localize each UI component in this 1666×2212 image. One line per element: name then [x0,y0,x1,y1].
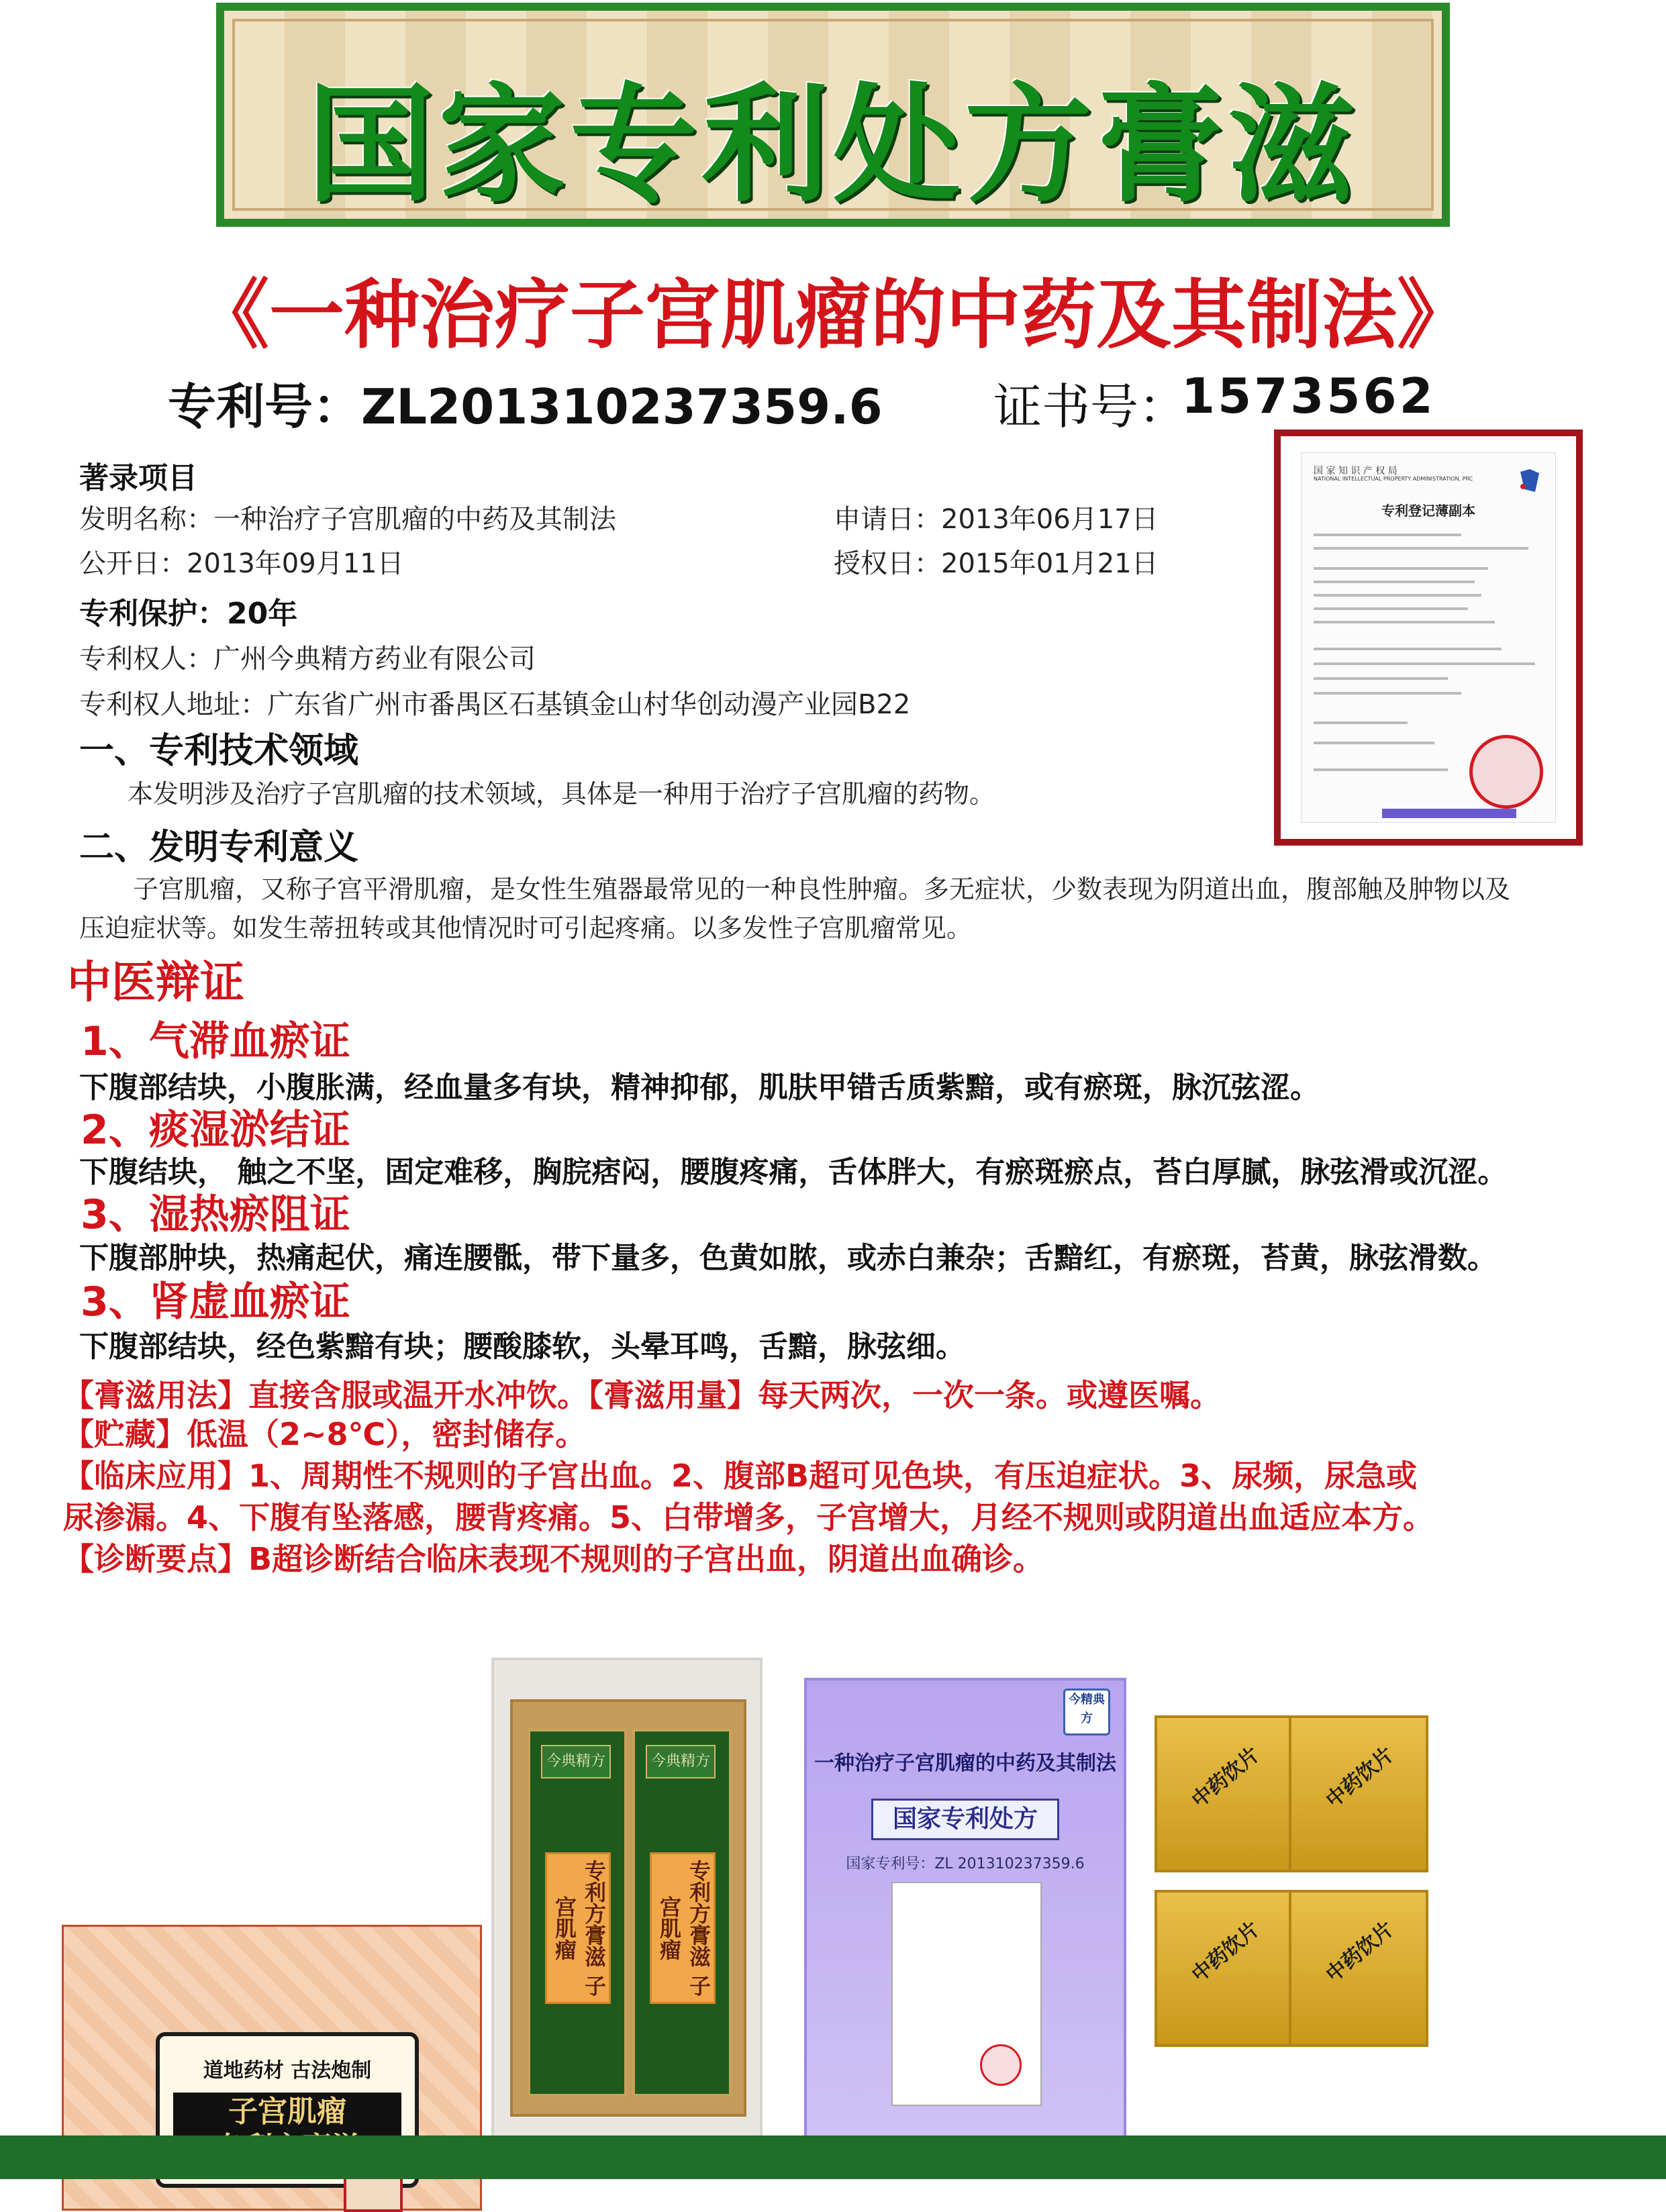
bag-certificate-print [891,1882,1042,2106]
stick-label: 专利方膏滋 子宫肌瘤 [650,1852,716,2004]
syndrome-title: 3、肾虚血瘀证 [81,1278,350,1325]
storage-line: 【贮藏】低温（2~8℃），密封储存。 [63,1416,587,1452]
section-significance-line1: 子宫肌瘤，又称子宫平滑肌瘤，是女性生殖器最常见的一种良性肿瘤。多无症状，少数表现为阴道出血，腹部触及肿物以及 [133,874,1511,904]
certificate-header-en: NATIONAL INTELLECTUAL PROPERTY ADMINISTRATION, PRC [1314,476,1473,482]
packet-label: 中药饮片 [1322,1917,1399,1987]
bag-title: 一种治疗子宫肌瘤的中药及其制法 [814,1752,1116,1775]
stick-pack [528,1729,627,2097]
tcm-heading: 中医辩证 [67,956,244,1008]
brand-logo: 今精典方 [1063,1689,1110,1736]
certificate-header: 国 家 知 识 产 权 局 [1314,466,1398,476]
official-seal-icon [1469,735,1543,809]
certificate-text-line [1314,567,1488,570]
syndrome-text: 下腹部结块，经色紫黯有块；腰酸膝软，头晕耳鸣，舌黯，脉弦细。 [79,1329,965,1364]
footer-bar [0,2135,1666,2179]
apply-date: 申请日：2013年06月17日 [834,504,1159,535]
syndrome-title: 1、气滞血瘀证 [81,1018,350,1065]
cnipa-logo-icon [1515,466,1545,496]
patent-title: 《一种治疗子宫肌瘤的中药及其制法》 [194,272,1472,359]
stick-brand-tag: 今典精方 [541,1745,611,1778]
certificate-title: 专利登记薄副本 [1381,503,1475,519]
certificate-text-line [1314,594,1481,597]
invention-name: 发明名称：一种治疗子宫肌瘤的中药及其制法 [79,504,616,535]
box-product-name: 子宫肌瘤 [173,2093,401,2168]
herb-packet [1289,1890,1428,2047]
certificate-text-line [1314,534,1461,536]
bag-patent-number: 国家专利号：ZL 201310237359.6 [846,1856,1085,1872]
patent-holder: 专利权人：广州今典精方药业有限公司 [79,644,536,674]
certificate-text-line [1314,648,1502,650]
clinical-line: 【临床应用】1、周期性不规则的子宫出血。2、腹部B超可见色块，有压迫症状。3、尿频，尿急或 [63,1458,1418,1494]
packet-label: 中药饮片 [1187,1917,1265,1987]
bag-patent-box: 国家专利处方 [871,1799,1059,1840]
syndrome-text: 下腹部结块，小腹胀满，经血量多有块，精神抑郁，肌肤甲错舌质紫黯，或有瘀斑，脉沉弦涩。 [79,1070,1320,1105]
publish-date: 公开日：2013年09月11日 [79,548,404,579]
certificate-number-value: 1573562 [1181,368,1436,424]
section-significance-title: 二、发明专利意义 [79,827,359,868]
herb-packet [1155,1715,1294,1872]
official-seal-icon [980,2044,1022,2086]
grant-date: 授权日：2015年01月21日 [834,548,1159,579]
certificate-bottom-bar [1382,809,1516,818]
herb-packet [1155,1890,1294,2047]
certificate-text-line [1314,581,1475,583]
certificate-text-line [1314,677,1448,680]
herb-packet [1289,1715,1428,1872]
sticks-sachet [510,1699,746,2117]
syndrome-text: 下腹部肿块，热痛起伏，痛连腰骶，带下量多，色黄如脓，或赤白兼杂；舌黯红，有瘀斑，苔黄，脉弦滑数。 [79,1241,1497,1275]
diagnosis-line: 【诊断要点】B超诊断结合临床表现不规则的子宫出血，阴道出血确诊。 [63,1541,1044,1577]
certificate-text-line [1314,621,1495,623]
section-technical-field-title: 一、专利技术领域 [79,731,359,771]
usage-line: 【膏滋用法】直接含服或温开水冲饮。【膏滋用量】每天两次，一次一条。或遵医嘱。 [63,1377,1221,1413]
clinical-line-2: 尿渗漏。4、下腹有坠落感，腰背疼痛。5、白带增多，子宫增大，月经不规则或阴道出血适应本方。 [63,1499,1434,1536]
packet-label: 中药饮片 [1322,1742,1399,1813]
certificate-text-line [1314,662,1535,665]
section-technical-field-text: 本发明涉及治疗子宫肌瘤的技术领域，具体是一种用于治疗子宫肌瘤的药物。 [128,779,995,809]
certificate-text-line [1314,721,1408,724]
section-significance-line2: 压迫症状等。如发生蒂扭转或其他情况时可引起疼痛。以多发性子宫肌瘤常见。 [79,913,973,943]
stick-brand-tag: 今典精方 [646,1745,716,1778]
certificate-text-line [1314,692,1461,695]
box-slogan: 道地药材 古法炮制 [203,2059,372,2082]
product-sticks-image [491,1658,763,2150]
certificate-text-line [1314,547,1528,550]
protection-term: 专利保护：20年 [79,597,298,631]
stick-label: 专利方膏滋 子宫肌瘤 [545,1852,611,2004]
product-bag-image [804,1678,1126,2149]
holder-address: 专利权人地址：广东省广州市番禺区石基镇金山村华创动漫产业园B22 [79,689,911,720]
certificate-text-line [1314,768,1448,771]
certificate-number-label: 证书号： [993,379,1187,435]
certificate-text-line [1314,607,1468,610]
certificate-text-line [1314,742,1434,744]
certificate-paper [1301,452,1556,823]
record-heading: 著录项目 [79,461,197,495]
patent-certificate-image [1274,430,1583,846]
packet-label: 中药饮片 [1187,1742,1265,1813]
syndrome-title: 2、痰湿淤结证 [81,1107,350,1154]
banner-title: 国家专利处方膏滋 [306,71,1359,219]
header-banner [216,3,1450,227]
patent-number: 专利号：ZL201310237359.6 [168,379,883,435]
syndrome-title: 3、湿热瘀阻证 [81,1191,350,1238]
syndrome-text: 下腹结块， 触之不坚，固定难移，胸脘痞闷，腰腹疼痛，舌体胖大，有瘀斑瘀点，苔白厚腻，脉弦滑或沉涩。 [79,1155,1508,1189]
stick-pack [632,1729,732,2097]
